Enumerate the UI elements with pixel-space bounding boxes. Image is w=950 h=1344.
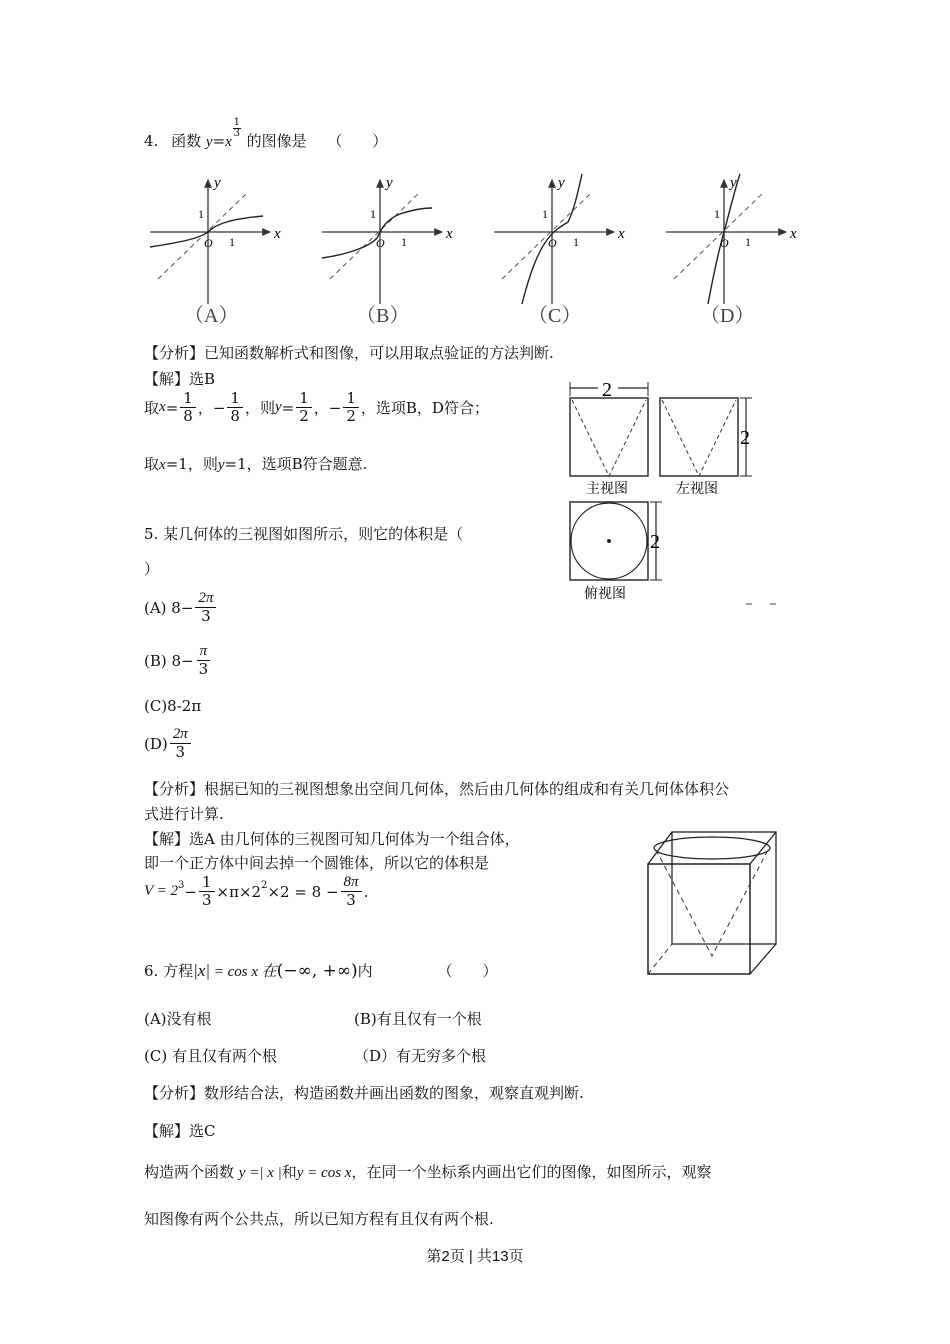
q5-volume-formula: V = 2 $^3$ − $\frac{1}{3}$ ×π×2 $^2$ ×2 = 8 − $\frac{8\pi}{3}$ .: [144, 873, 369, 910]
q4-stem: [144, 117, 388, 151]
q5-stem-close: ）: [144, 560, 160, 578]
q4-solution-line2: 取x=1，则y=1，选项B符合题意.: [144, 455, 368, 473]
y-label: y: [558, 175, 565, 191]
graph-a: [150, 175, 281, 304]
q4-analysis: 【分析】已知函数解析式和图像，可以用取点验证的方法判断.: [144, 344, 554, 362]
answer-paren: （ ）: [327, 132, 388, 150]
q5-option-d: (D) $\frac{2\pi}{3}$: [144, 726, 193, 762]
q5-solution-line1: 【解】选A 由几何体的三视图可知几何体为一个组合体，: [144, 830, 520, 848]
tick-one-x: 1: [401, 235, 407, 249]
q6-option-c: (C) 有且仅有两个根: [144, 1047, 277, 1065]
origin-label: O: [720, 236, 729, 250]
q5-option-a: (A) 8− $\frac{2\pi}{3}$: [144, 590, 218, 626]
q5-option-c: (C)8-2π: [144, 697, 202, 715]
option-label-d: （D）: [700, 305, 755, 327]
graph-d: [666, 174, 797, 304]
y-label: y: [730, 175, 737, 191]
tick-one-x: 1: [573, 235, 579, 249]
origin-label: O: [204, 236, 213, 250]
tick-one-y: 1: [714, 207, 720, 221]
tick-one-y: 1: [370, 207, 376, 221]
q4-solution-line1: 取 x = $\frac{1}{8}$ ， − $\frac{1}{8}$ ，则 y = $\frac{1}{2}$ ， − $\frac{1}{2}$ ，选项B，D符合；: [144, 389, 489, 426]
x-label: x: [446, 226, 453, 242]
three-view-figure: [560, 380, 785, 610]
q6-option-a: (A)没有根: [144, 1010, 212, 1028]
fraction: $\frac{1}{2}$: [296, 390, 312, 426]
q5-option-b: (B) 8− $\frac{\pi}{3}$: [144, 643, 209, 679]
option-label-a: （A）: [184, 305, 239, 327]
graph-b: [322, 175, 453, 304]
q6-solution-line1: 构造两个函数 y =| x |和y = cos x，在同一个坐标系内画出它们的图像，如图所示，观察: [144, 1163, 712, 1181]
y-label: y: [386, 175, 393, 191]
x-label: x: [618, 226, 625, 242]
option-label-c: （C）: [528, 305, 582, 327]
q5-analysis-line2: 式进行计算.: [144, 805, 224, 823]
cube-cone-figure: [640, 828, 785, 978]
q4-option-graphs: [140, 170, 820, 335]
question-number: 4.: [144, 132, 159, 150]
tick-one-x: 1: [745, 235, 751, 249]
left-view-label: 左视图: [676, 482, 718, 497]
origin-label: O: [376, 236, 385, 250]
front-view-label: 主视图: [586, 482, 628, 497]
q5-stem: 5. 某几何体的三视图如图所示，则它的体积是（: [144, 525, 464, 543]
q6-solution-line2: 知图像有两个公共点，所以已知方程有且仅有两个根.: [144, 1210, 494, 1228]
graph-c: [494, 174, 625, 304]
fraction: $\frac{1}{8}$: [227, 390, 243, 426]
q4-solution-head: 【解】选B: [144, 370, 216, 388]
q6-analysis: 【分析】数形结合法，构造函数并画出函数的图象，观察直观判断.: [144, 1084, 584, 1102]
q6-option-b: (B)有且仅有一个根: [354, 1010, 482, 1028]
q6-solution-head: 【解】选C: [144, 1122, 216, 1140]
equals: =: [212, 132, 226, 150]
q6-stem: 6. 方程|x| = cos x 在(−∞, +∞)内 （ ）: [144, 961, 498, 981]
y-label: y: [214, 175, 221, 191]
dim-bottom: 2: [650, 531, 660, 553]
tick-one-x: 1: [229, 235, 235, 249]
dim-top: 2: [602, 380, 612, 401]
stem-text: 函数: [171, 132, 202, 150]
fraction: $\frac{1}{2}$: [343, 390, 359, 426]
var-x: x: [225, 134, 232, 150]
exp-num: 1: [233, 117, 240, 128]
front-view: [570, 398, 648, 476]
left-view: [660, 398, 738, 476]
exp-den: 3: [233, 128, 240, 139]
q6-option-d: （D）有无穷多个根: [354, 1047, 487, 1065]
q5-solution-line2: 即一个正方体中间去掉一个圆锥体，所以它的体积是: [144, 854, 490, 872]
tick-one-y: 1: [542, 207, 548, 221]
top-view-label: 俯视图: [584, 587, 626, 602]
var-y: y: [205, 134, 213, 150]
option-label-b: （B）: [356, 305, 410, 327]
page-footer: 第2页 | 共13页: [426, 1248, 524, 1265]
x-label: x: [790, 226, 797, 242]
x-label: x: [274, 226, 281, 242]
stem-text-end: 的图像是: [246, 132, 307, 150]
tick-one-y: 1: [198, 207, 204, 221]
q5-analysis-line1: 【分析】根据已知的三视图想象出空间几何体，然后由几何体的组成和有关几何体体积公: [144, 780, 730, 798]
fraction: $\frac{1}{8}$: [180, 390, 196, 426]
origin-label: O: [548, 236, 557, 250]
dim-side: 2: [740, 427, 750, 449]
